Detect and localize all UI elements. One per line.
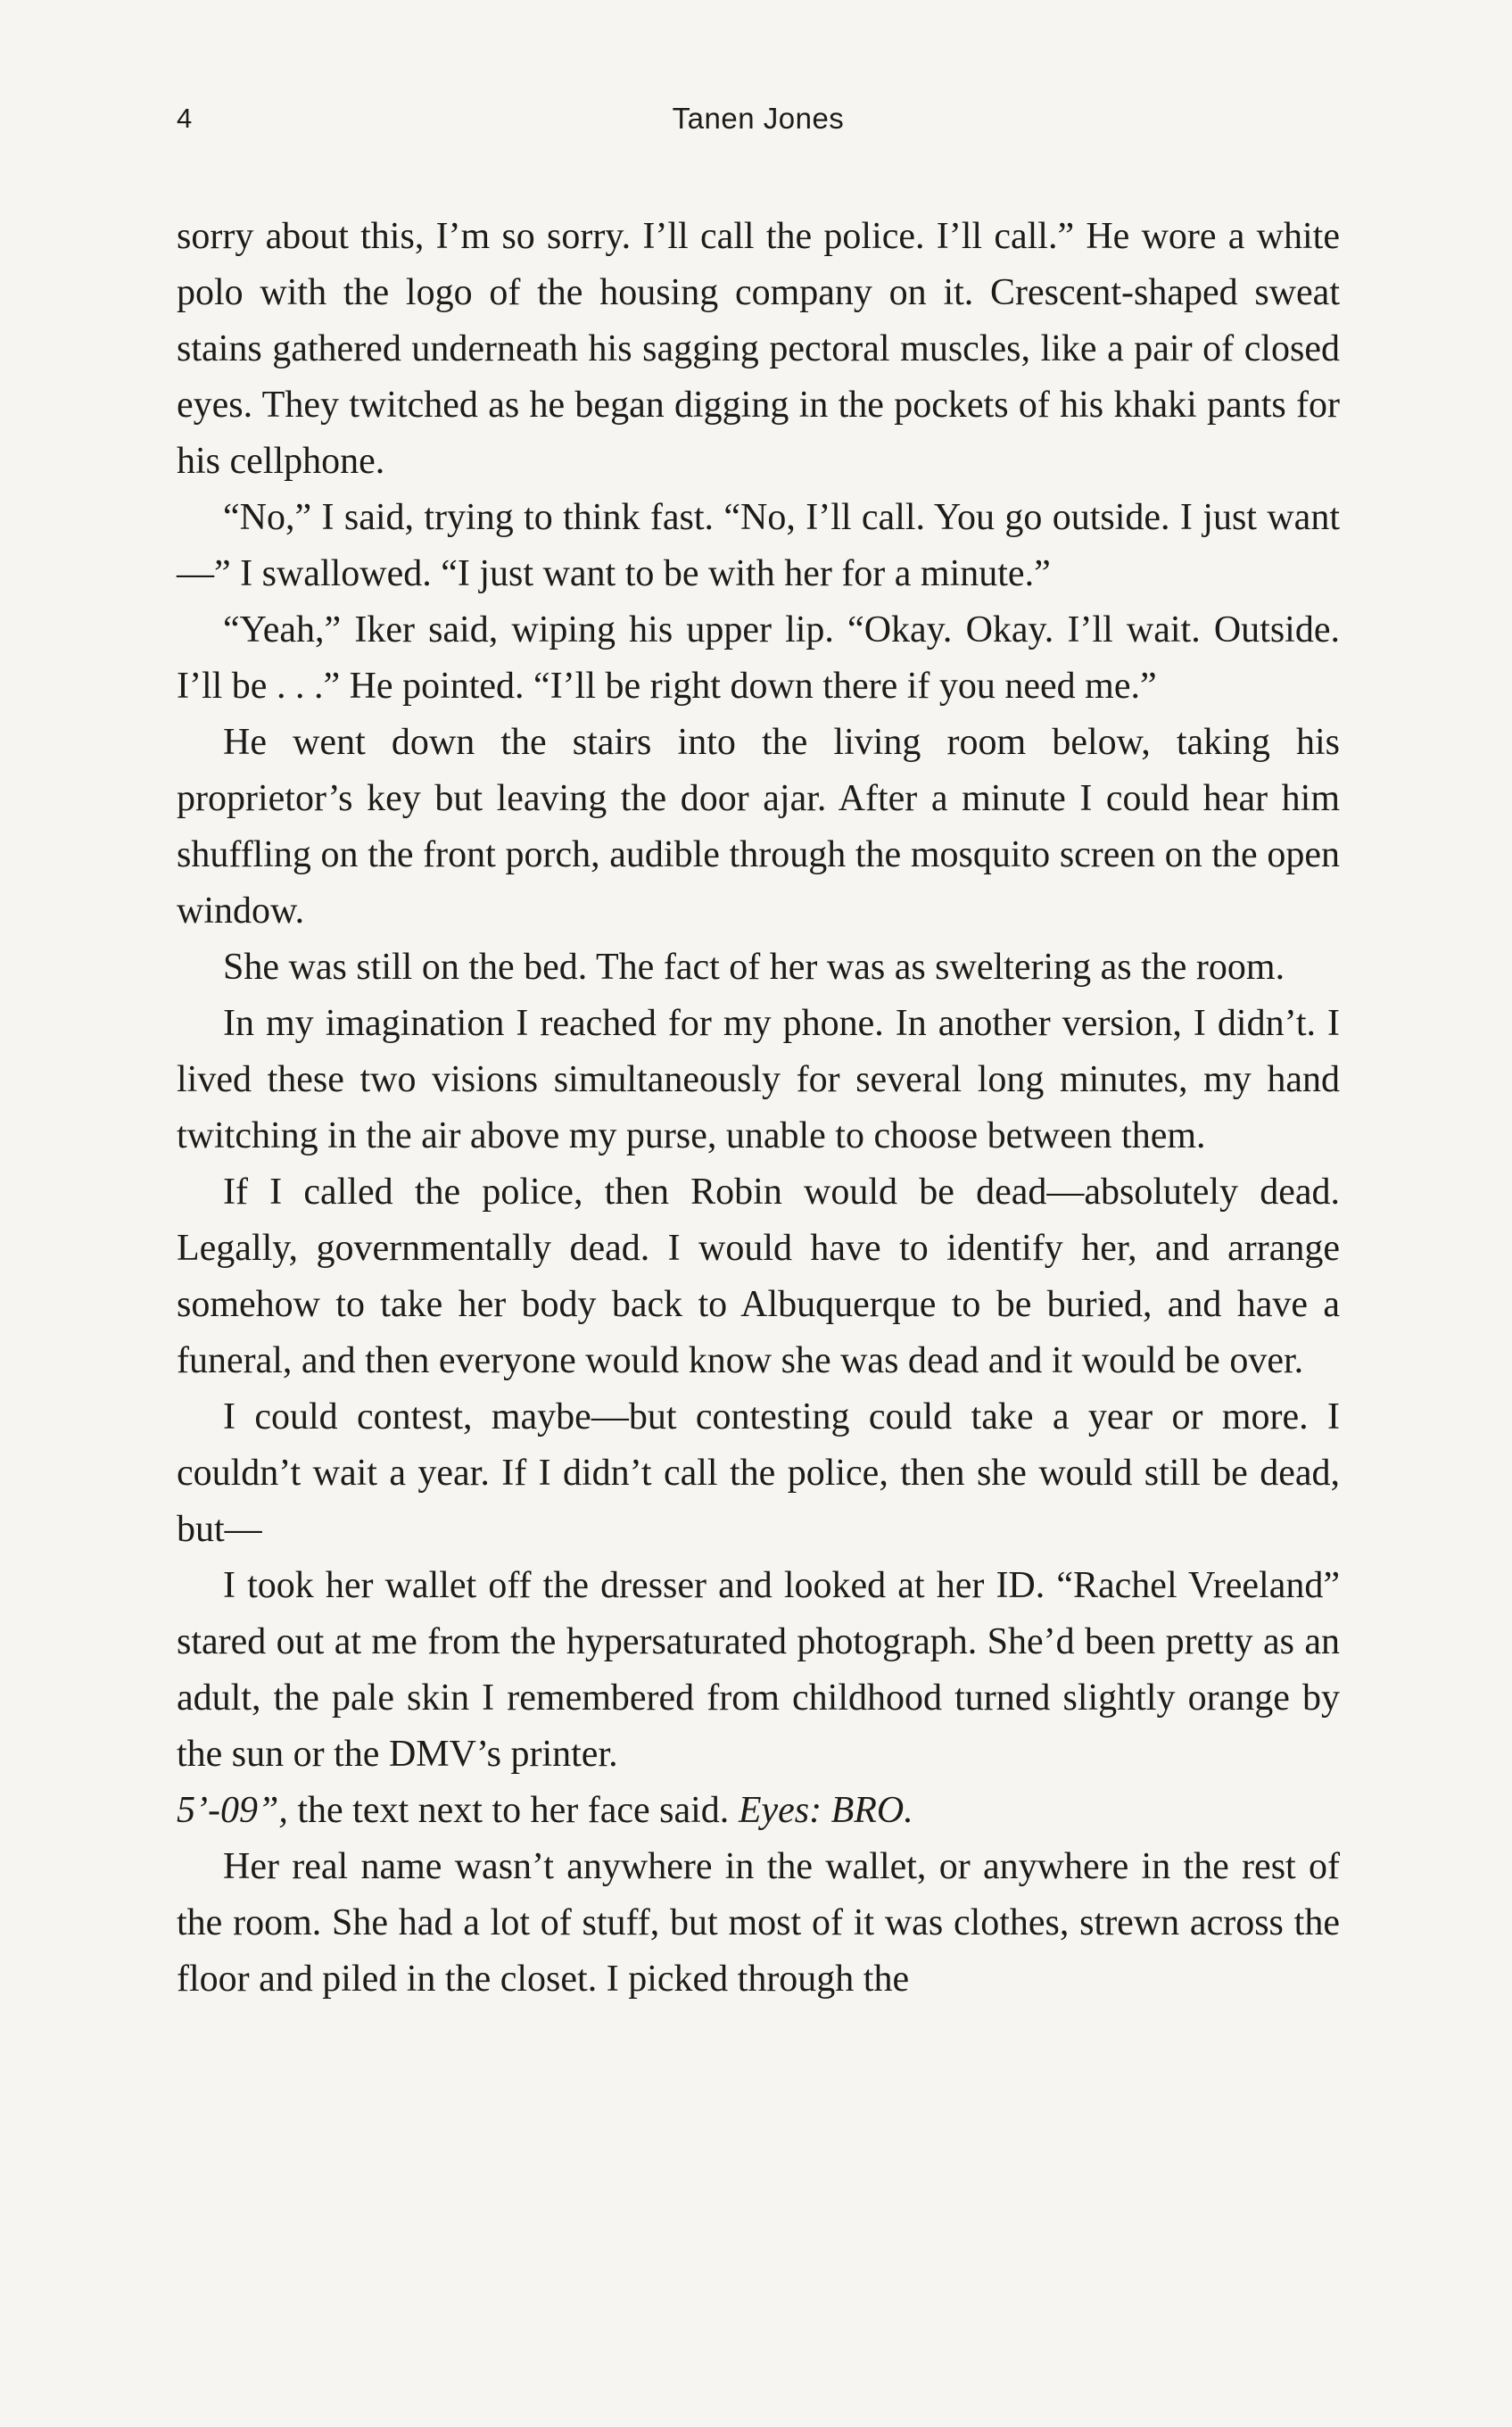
id-description-text: I took her wallet off the dresser and looked at her ID. “Rachel Vreeland” stared out at me from the hypersaturated photograph. She’d been pretty as an adult, the pale skin I remembered from childhood turned slightly orange by the sun or the DMV’s printer.: [177, 1565, 1340, 1775]
running-head: [177, 96, 1340, 141]
paragraph: “Yeah,” Iker said, wiping his upper lip. “Okay. Okay. I’ll wait. Outside. I’ll be . . .” He pointed. “I’ll be right down there if you need me.”: [177, 609, 1340, 707]
paragraph: “No,” I said, trying to think fast. “No, I’ll call. You go outside. I just want—” I swallowed. “I just want to be with her for a minute.”: [177, 497, 1340, 594]
paragraph-final: Her real name wasn’t anywhere in the wallet, or anywhere in the rest of the room. She had a lot of stuff, but most of it was clothes, strewn across the floor and piled in the closet. I picked through the: [177, 1846, 1340, 2000]
id-caption-text: the text next to her face said.: [287, 1790, 739, 1831]
paragraph: He went down the stairs into the living room below, taking his proprietor’s key but leaving the door ajar. After a minute I could hear him shuffling on the front porch, audible through the mosquito screen on the open window.: [177, 722, 1340, 932]
paragraph: If I called the police, then Robin would be dead—absolutely dead. Legally, governmentally dead. I would have to identify her, and arrange somehow to take her body back to Albuquerque to be buried, and have a funeral, and then everyone would know she was dead and it would be over.: [177, 1172, 1340, 1381]
page-number: 4: [177, 103, 193, 134]
running-title: Tanen Jones: [672, 102, 845, 135]
id-height-text: 5’-09”,: [177, 1790, 288, 1831]
paragraph: She was still on the bed. The fact of her was as sweltering as the room.: [223, 947, 1285, 988]
paragraph-continued: sorry about this, I’m so sorry. I’ll call the police. I’ll call.” He wore a white polo with the logo of the housing company on it. Crescent-shaped sweat stains gathered underneath his sagging pectoral muscles, like a pair of closed eyes. They twitched as he began digging in the pockets of his khaki pants for his cellphone.: [177, 216, 1340, 482]
paragraph: I could contest, maybe—but contesting could take a year or more. I couldn’t wait a year. If I didn’t call the police, then she would still be dead, but—: [177, 1396, 1340, 1550]
paragraph-id-description: [177, 1558, 1340, 1839]
id-eyes-text: Eyes: BRO.: [738, 1790, 913, 1831]
paragraph: In my imagination I reached for my phone. In another version, I didn’t. I lived these two visions simultaneously for several long minutes, my hand twitching in the air above my purse, unable to choose between them.: [177, 1003, 1340, 1156]
body-text: [177, 209, 1340, 2008]
